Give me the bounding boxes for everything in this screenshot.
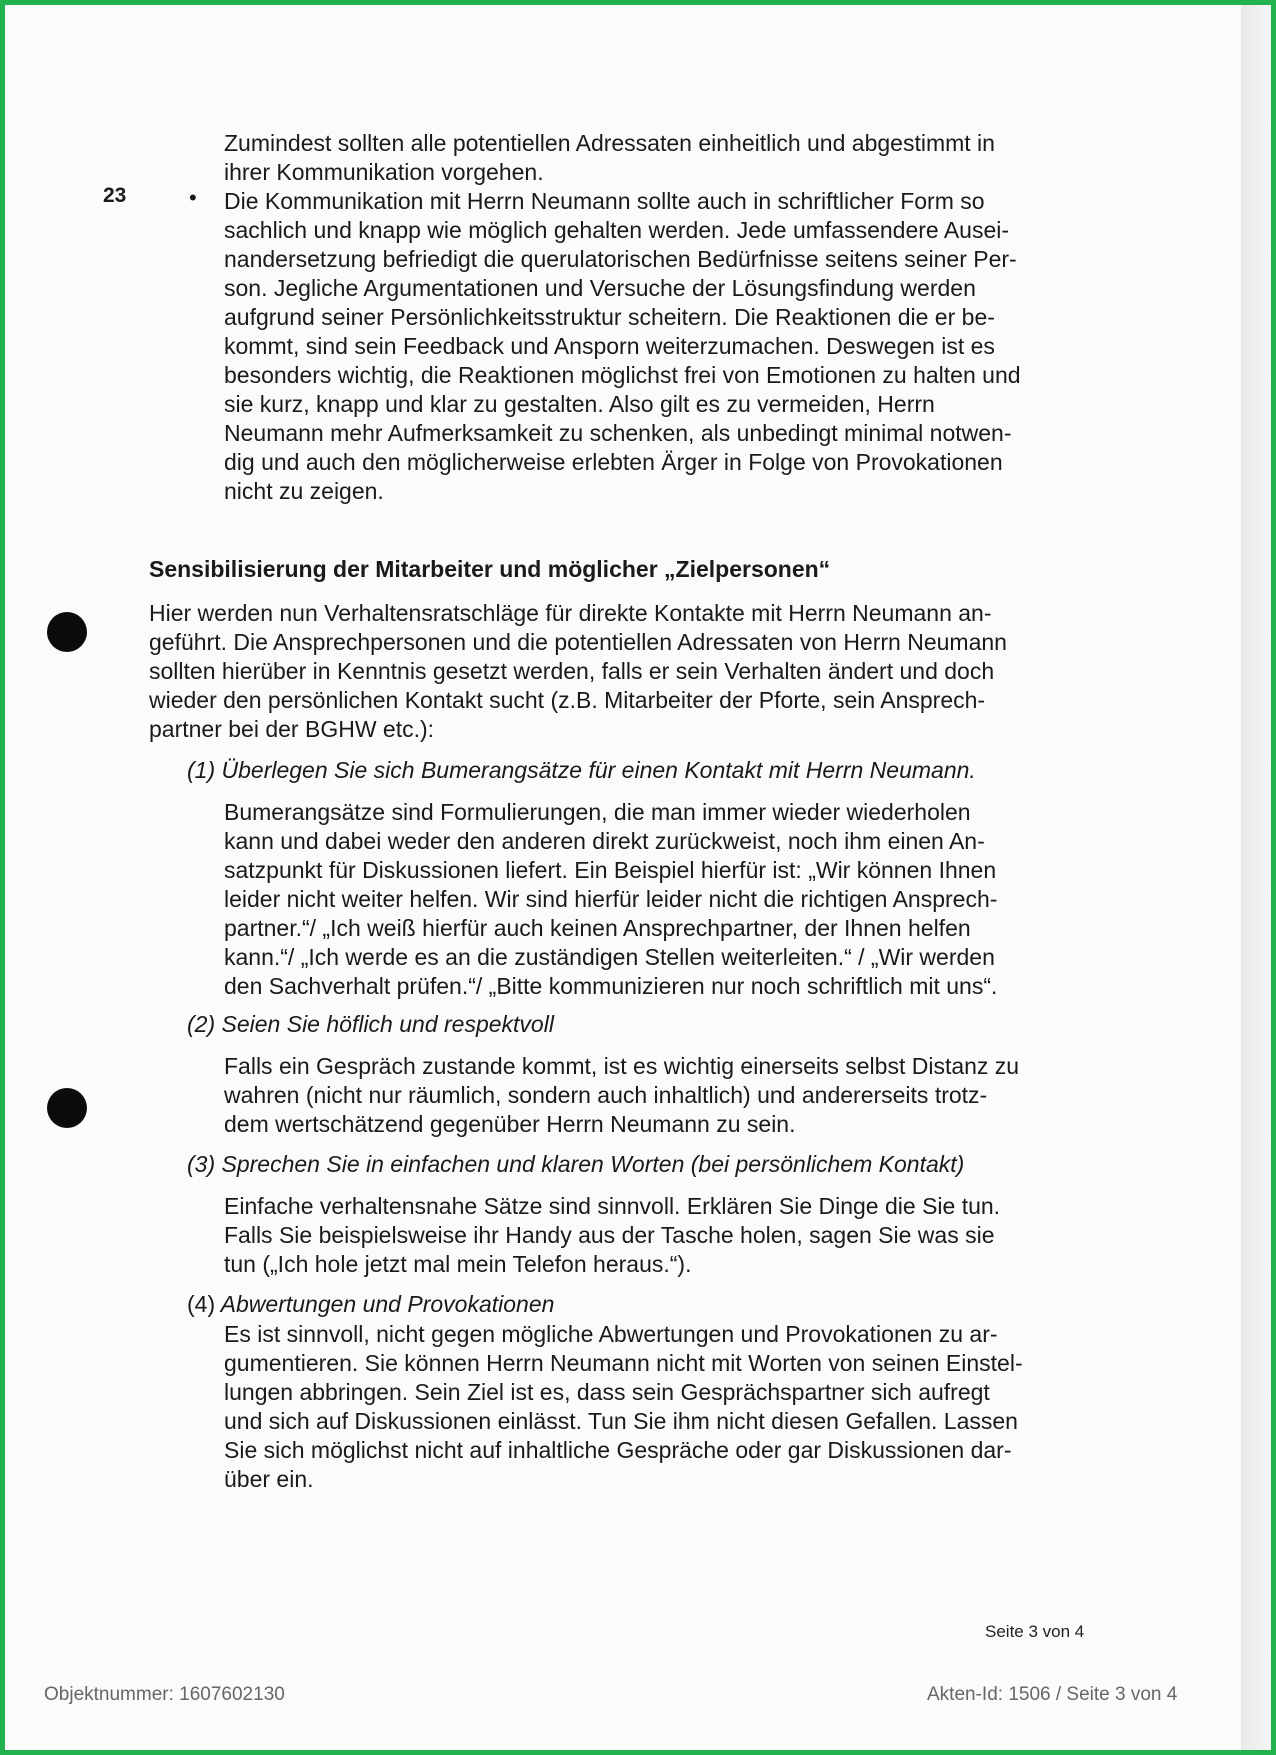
text-line: sie kurz, knapp und klar zu gestalten. Also gilt es zu vermeiden, Herrn <box>224 391 935 417</box>
bullet-icon: • <box>189 185 197 210</box>
text-line: tun („Ich hole jetzt mal mein Telefon heraus.“). <box>224 1251 692 1277</box>
text-line: partner bei der BGHW etc.): <box>149 716 435 742</box>
text-line: geführt. Die Ansprechpersonen und die potentiellen Adressaten von Herrn Neumann <box>149 629 1007 655</box>
text-line: gumentieren. Sie können Herrn Neumann nicht mit Worten von seinen Einstel- <box>224 1350 1023 1376</box>
text-line: dem wertschätzend gegenüber Herrn Neumann zu sein. <box>224 1111 796 1137</box>
intro-text <box>224 129 995 187</box>
text-line: satzpunkt für Diskussionen liefert. Ein Beispiel hierfür ist: „Wir können Ihnen <box>224 857 997 883</box>
text-line: kann und dabei weder den anderen direkt zurückweist, noch ihm einen An- <box>224 828 985 854</box>
section-heading: Sensibilisierung der Mitarbeiter und möglicher „Zielpersonen“ <box>149 556 831 582</box>
item-4-title <box>187 1291 554 1318</box>
item-3-title <box>187 1151 964 1178</box>
item-number: (2) <box>187 1011 216 1037</box>
item-1-title <box>187 757 976 784</box>
text-line: lungen abbringen. Sein Ziel ist es, dass sein Gesprächspartner sich aufregt <box>224 1379 990 1405</box>
text-line: und sich auf Diskussionen einlässt. Tun Sie ihm nicht diesen Gefallen. Lassen <box>224 1408 1018 1434</box>
item-number: (4) <box>187 1291 216 1317</box>
punch-hole-top <box>47 612 87 652</box>
text-line: besonders wichtig, die Reaktionen möglichst frei von Emotionen zu halten und <box>224 362 1021 388</box>
item-title: Abwertungen und Provokationen <box>220 1291 555 1317</box>
text-line: aufgrund seiner Persönlichkeitsstruktur scheitern. Die Reaktionen die er be- <box>224 304 995 330</box>
item-2-title <box>187 1011 554 1038</box>
text-line: sollten hierüber in Kenntnis gesetzt werden, falls er sein Verhalten ändert und doch <box>149 658 995 684</box>
text-line: Hier werden nun Verhaltensratschläge für direkte Kontakte mit Herrn Neumann an- <box>149 600 992 626</box>
text-line: Falls Sie beispielsweise ihr Handy aus der Tasche holen, sagen Sie was sie <box>224 1222 995 1248</box>
text-line: Sie sich möglichst nicht auf inhaltliche Gespräche oder gar Diskussionen dar- <box>224 1437 1012 1463</box>
text-line: ihrer Kommunikation vorgehen. <box>224 159 544 185</box>
footer-file-id: Akten-Id: 1506 / Seite 3 von 4 <box>927 1684 1178 1705</box>
text-line: Es ist sinnvoll, nicht gegen mögliche Abwertungen und Provokationen zu ar- <box>224 1321 998 1347</box>
page-edge <box>1241 5 1271 1750</box>
item-3-body <box>224 1192 1000 1279</box>
text-line: Zumindest sollten alle potentiellen Adressaten einheitlich und abgestimmt in <box>224 130 995 156</box>
item-number: (1) <box>187 757 216 783</box>
text-line: Die Kommunikation mit Herrn Neumann sollte auch in schriftlicher Form so <box>224 188 985 214</box>
text-line: kommt, sind sein Feedback und Ansporn weiterzumachen. Deswegen ist es <box>224 333 995 359</box>
item-title: Sprechen Sie in einfachen und klaren Worten (bei persönlichem Kontakt) <box>221 1151 965 1177</box>
text-line: über ein. <box>224 1466 314 1492</box>
text-line: wahren (nicht nur räumlich, sondern auch inhaltlich) und andererseits trotz- <box>224 1082 988 1108</box>
text-line: den Sachverhalt prüfen.“/ „Bitte kommunizieren nur noch schriftlich mit uns“. <box>224 973 998 999</box>
item-2-body <box>224 1052 1019 1139</box>
item-number: (3) <box>187 1151 216 1177</box>
item-4-body <box>224 1320 1023 1494</box>
text-line: son. Jegliche Argumentationen und Versuche der Lösungsfindung werden <box>224 275 976 301</box>
section-paragraph <box>149 599 1007 744</box>
text-line: Einfache verhaltensnahe Sätze sind sinnvoll. Erklären Sie Dinge die Sie tun. <box>224 1193 1001 1219</box>
text-line: wieder den persönlichen Kontakt sucht (z.B. Mitarbeiter der Pforte, sein Ansprech- <box>149 687 986 713</box>
item-title: Überlegen Sie sich Bumerangsätze für einen Kontakt mit Herrn Neumann. <box>221 757 976 783</box>
text-line: dig und auch den möglicherweise erlebten Ärger in Folge von Provokationen <box>224 449 1003 475</box>
text-line: leider nicht weiter helfen. Wir sind hierfür leider nicht die richtigen Ansprech- <box>224 886 998 912</box>
page-number: Seite 3 von 4 <box>985 1622 1085 1641</box>
text-line: Neumann mehr Aufmerksamkeit zu schenken, als unbedingt minimal notwen- <box>224 420 1012 446</box>
text-line: Bumerangsätze sind Formulierungen, die man immer wieder wiederholen <box>224 799 971 825</box>
text-line: nicht zu zeigen. <box>224 478 384 504</box>
footer-object-number: Objektnummer: 1607602130 <box>44 1684 285 1705</box>
margin-number: 23 <box>103 184 127 207</box>
text-line: kann.“/ „Ich werde es an die zuständigen Stellen weiterleiten.“ / „Wir werden <box>224 944 995 970</box>
bullet-paragraph <box>224 187 1021 506</box>
punch-hole-bottom <box>47 1088 87 1128</box>
text-line: sachlich und knapp wie möglich gehalten werden. Jede umfassendere Ausei- <box>224 217 1010 243</box>
item-title: Seien Sie höflich und respektvoll <box>221 1011 554 1037</box>
text-line: nandersetzung befriedigt die querulatorischen Bedürfnisse seitens seiner Per- <box>224 246 1017 272</box>
item-1-body <box>224 798 997 1001</box>
text-line: partner.“/ „Ich weiß hierfür auch keinen Ansprechpartner, der Ihnen helfen <box>224 915 971 941</box>
text-line: Falls ein Gespräch zustande kommt, ist es wichtig einerseits selbst Distanz zu <box>224 1053 1020 1079</box>
